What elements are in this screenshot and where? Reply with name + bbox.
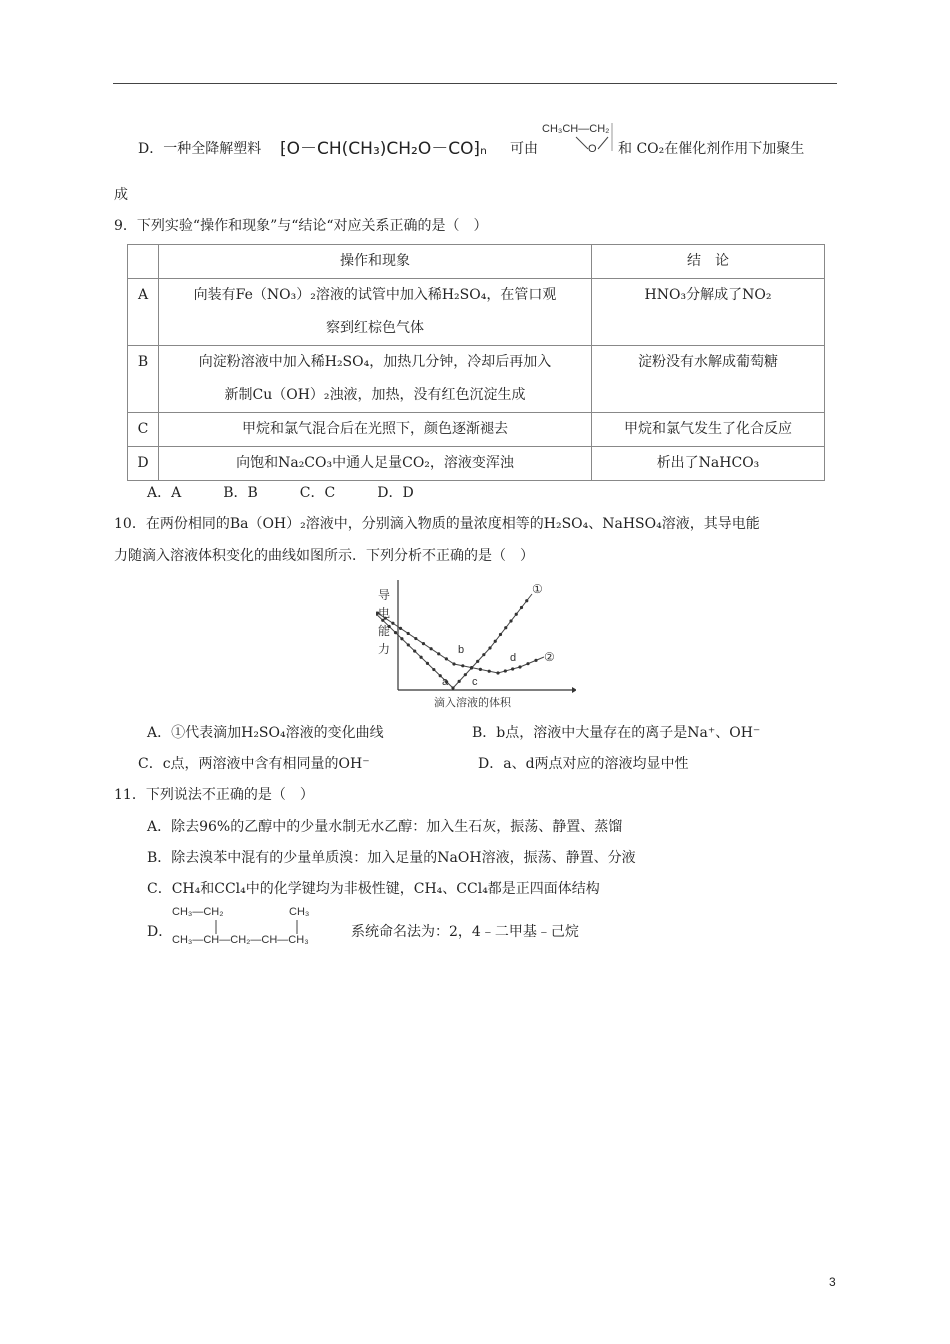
curve-marker — [470, 666, 473, 669]
curve-marker — [525, 599, 528, 602]
q11-choice-d-prefix: D． — [147, 924, 173, 940]
q11-choice-b: B．除去溴苯中混有的少量单质溴：加入足量的NaOH溶液，振荡、静置、分液 — [147, 850, 636, 866]
curve-marker — [504, 626, 507, 629]
curve-marker — [419, 656, 422, 659]
row-conclusion: HNO₃分解成了NO₂ — [592, 279, 825, 346]
q10-choice-d: D．a、d两点对应的溶液均显中性 — [478, 756, 689, 772]
curve-marker — [407, 643, 410, 646]
q10-choice-c: C．c点，两溶液中含有相同量的OH⁻ — [138, 756, 370, 772]
curve-marker — [494, 640, 497, 643]
q8-option-d-prefix: D．一种全降解塑料 — [138, 141, 262, 157]
q9-choices: A．A B．B C．C D．D — [147, 485, 414, 501]
curve-1-markers — [376, 599, 528, 689]
curve-marker — [534, 659, 537, 662]
curve-marker — [496, 671, 499, 674]
row-operation: 甲烷和氯气混合后在光照下，颜色逐渐褪去 — [159, 413, 592, 447]
curve-1-label: ① — [532, 582, 543, 596]
header-conclusion: 结 论 — [592, 245, 825, 279]
epoxide-bonds — [540, 121, 614, 155]
curve-2 — [376, 608, 544, 673]
row-label: D — [128, 447, 159, 481]
point-label-b: b — [458, 644, 465, 656]
q9-stem: 9．下列实验“操作和现象”与“结论“对应关系正确的是（ ） — [114, 218, 488, 234]
hexane-structure — [172, 906, 350, 948]
curve-marker — [509, 619, 512, 622]
conductivity-chart — [376, 578, 576, 710]
curve-marker — [526, 662, 529, 665]
curve-marker — [458, 680, 461, 683]
q11-choice-a: A．除去96%的乙醇中的少量水制无水乙醇：加入生石灰，振荡、静置、蒸馏 — [147, 819, 623, 835]
page-number: 3 — [829, 1275, 836, 1289]
polymer-formula: ⁅O－CH(CH₃)CH₂O－CO⁆ₙ — [280, 139, 487, 159]
curve-marker — [515, 613, 518, 616]
q11-choice-d-suffix: 系统命名法为：2，4﹣二甲基﹣己烷 — [351, 924, 579, 940]
curve-marker — [400, 637, 403, 640]
curve-marker — [518, 665, 521, 668]
row-conclusion: 甲烷和氯气发生了化合反应 — [592, 413, 825, 447]
y-axis-label-char: 能 — [378, 624, 391, 638]
q10-stem-line1: 10．在两份相同的Ba（OH）₂溶液中，分别滴入物质的量浓度相等的H₂SO₄、NaHSO₄溶液，其导电能 — [114, 516, 760, 532]
row-conclusion: 析出了NaHCO₃ — [592, 447, 825, 481]
q8-option-d-suffix: 和 CO₂在催化剂作用下加聚生 — [618, 141, 805, 157]
row-conclusion: 淀粉没有水解成葡萄糖 — [592, 346, 825, 413]
structure-main-chain: CH₃—CH—CH₂—CH—CH₃ — [172, 934, 309, 946]
table-row — [128, 346, 825, 413]
curve-marker — [488, 670, 491, 673]
header-operation: 操作和现象 — [159, 245, 592, 279]
row-operation-line: 向装有Fe（NO₃）₂溶液的试管中加入稀H₂SO₄，在管口观 — [193, 287, 557, 303]
x-axis-label: 滴入溶液的体积 — [434, 697, 511, 709]
chart-svg — [376, 578, 576, 710]
structure-top-left: CH₃—CH₂ — [172, 906, 224, 918]
table-row — [128, 279, 825, 346]
curve-marker — [452, 662, 455, 665]
y-axis-label-char: 电 — [378, 606, 391, 620]
table-row — [128, 413, 825, 447]
curve-marker — [476, 660, 479, 663]
epoxide-structure — [540, 121, 614, 155]
curve-marker — [511, 667, 514, 670]
structure-top-right: CH₃ — [289, 906, 310, 918]
q11-stem: 11．下列说法不正确的是（ ） — [114, 787, 314, 803]
curve-marker — [414, 637, 417, 640]
curve-marker — [399, 627, 402, 630]
curve-marker — [461, 664, 464, 667]
row-operation-line: 察到红棕色气体 — [326, 320, 424, 336]
curve-marker — [488, 646, 491, 649]
header-rule — [113, 83, 837, 84]
curve-2-label: ② — [544, 650, 555, 664]
curve-marker — [429, 647, 432, 650]
q9-table-header — [128, 245, 825, 279]
curve-marker — [426, 662, 429, 665]
q10-stem-line2: 力随滴入溶液体积变化的曲线如图所示．下列分析不正确的是（ ） — [114, 548, 534, 564]
curve-marker — [432, 668, 435, 671]
curve-marker — [437, 652, 440, 655]
curve-marker — [407, 632, 410, 635]
curve-marker — [413, 649, 416, 652]
y-axis-label — [378, 586, 392, 658]
curve-1 — [376, 594, 532, 688]
row-label: C — [128, 413, 159, 447]
row-operation-line: 向淀粉溶液中加入稀H₂SO₄，加热几分钟，冷却后再加入 — [198, 354, 552, 370]
header-blank — [128, 245, 159, 279]
curve-marker — [464, 673, 467, 676]
q8-option-d-mid: 可由 — [510, 141, 538, 157]
curve-marker — [482, 653, 485, 656]
table-row — [128, 447, 825, 481]
q8-option-d-continuation: 成 — [114, 187, 128, 203]
row-operation: 向饱和Na₂CO₃中通人足量CO₂，溶液变浑浊 — [159, 447, 592, 481]
q9-table — [127, 244, 825, 481]
q10-choice-b: B．b点，溶液中大量存在的离子是Na⁺、OH⁻ — [472, 725, 761, 741]
curve-marker — [520, 606, 523, 609]
curve-marker — [479, 668, 482, 671]
y-axis-label-char: 力 — [378, 642, 391, 656]
row-operation — [159, 346, 592, 413]
curve-marker — [445, 657, 448, 660]
row-operation — [159, 279, 592, 346]
curve-marker — [504, 669, 507, 672]
point-label-a: a — [442, 676, 449, 688]
epoxide-oxygen: O — [588, 143, 597, 155]
row-label: B — [128, 346, 159, 413]
epoxide-top-text: CH₃CH—CH₂ — [542, 123, 610, 135]
curve-marker — [451, 686, 454, 689]
curve-marker — [422, 642, 425, 645]
point-label-c: c — [472, 676, 478, 688]
x-axis-arrow — [572, 687, 576, 693]
point-label-d: d — [510, 652, 517, 664]
curve-marker — [499, 633, 502, 636]
row-label: A — [128, 279, 159, 346]
curve-marker — [394, 631, 397, 634]
row-operation-line: 新制Cu（OH）₂浊液，加热，没有红色沉淀生成 — [224, 387, 526, 403]
y-axis-label-char: 导 — [378, 588, 391, 602]
q11-choice-c: C．CH₄和CCl₄中的化学键均为非极性键，CH₄、CCl₄都是正四面体结构 — [147, 881, 600, 897]
q10-choice-a: A．①代表滴加H₂SO₄溶液的变化曲线 — [147, 725, 384, 741]
